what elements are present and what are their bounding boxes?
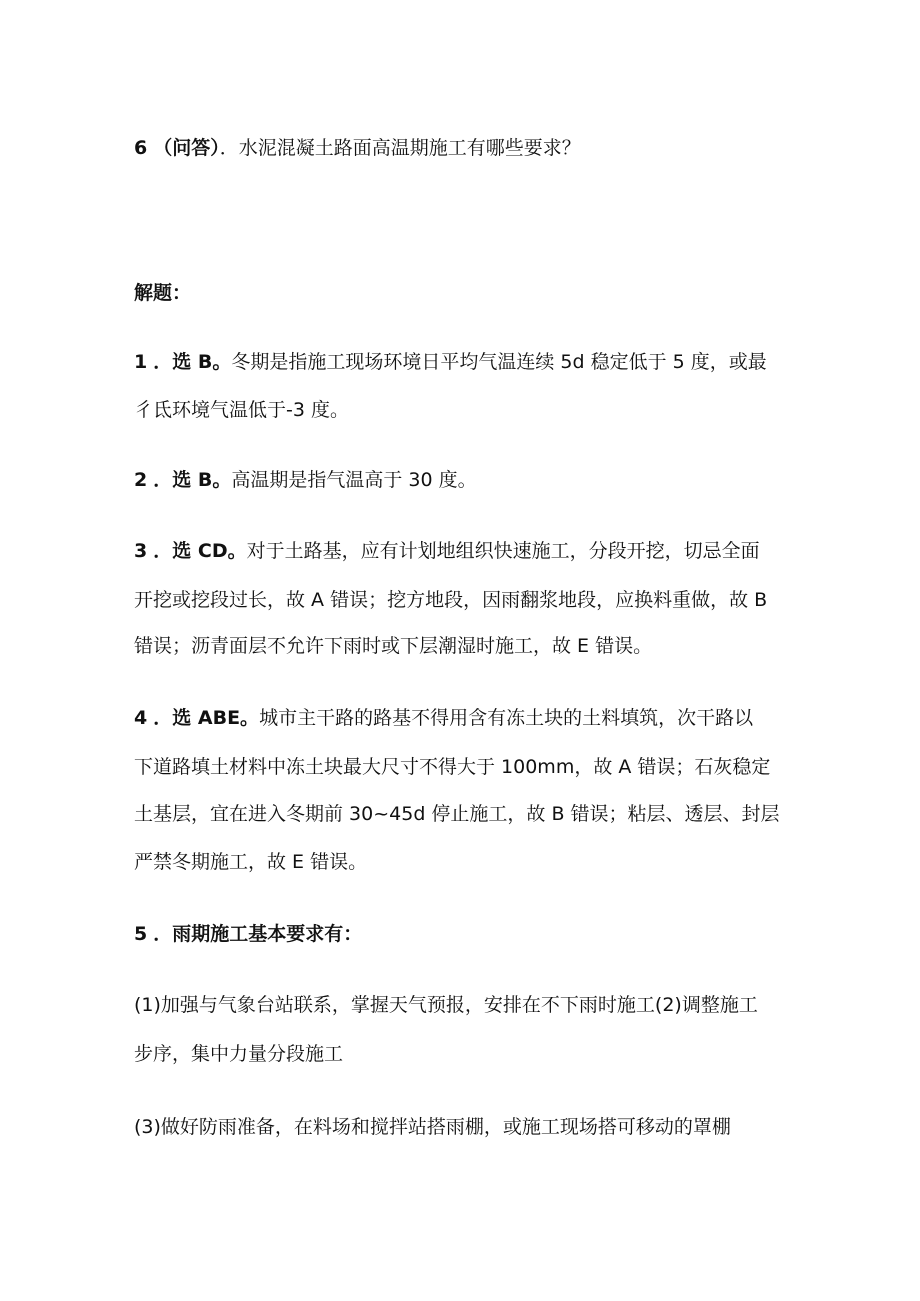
answer-3-line-1	[134, 539, 794, 563]
answer-1-choice: ．选 B。	[153, 351, 232, 373]
question-number: 6	[134, 137, 148, 159]
answer-3-choice: ．选 CD。	[153, 540, 247, 562]
answer-2-line-1	[134, 468, 794, 492]
answer-3-line-2: 开挖或挖段过长，故 A 错误；挖方地段，因雨翻浆地段，应换料重做，故 B	[134, 589, 768, 611]
answer-1-text: 冬期是指施工现场环境日平均气温连续 5d 稳定低于 5 度，或最	[231, 351, 767, 373]
question-text: ．水泥混凝土路面高温期施工有哪些要求？	[219, 137, 581, 159]
rain-item-line-2: 步序，集中力量分段施工	[134, 1043, 344, 1065]
answer-4-line-1	[134, 706, 794, 730]
answers-heading: 解题：	[134, 282, 192, 304]
answer-5-line-1	[134, 922, 794, 946]
question-line	[134, 136, 794, 160]
answer-2-choice: ．选 B。	[153, 469, 232, 491]
answer-3-number: 3	[134, 540, 148, 562]
answer-4-text: 城市主干路的路基不得用含有冻土块的土料填筑，次干路以	[259, 707, 754, 729]
answer-1-line-1	[134, 350, 794, 374]
answer-1-line-2: 彳氐环境气温低于-3 度。	[134, 399, 349, 421]
answer-3-line-3: 错误；沥青面层不允许下雨时或下层潮湿时施工，故 E 错误。	[134, 635, 653, 657]
answer-3-text: 对于土路基，应有计划地组织快速施工，分段开挖，切忌全面	[246, 540, 760, 562]
rain-item-line-1: (1)加强与气象台站联系，掌握天气预报，安排在不下雨时施工(2)调整施工	[134, 994, 758, 1016]
question-tag: （问答）	[153, 137, 220, 159]
answer-4-line-2: 下道路填土材料中冻土块最大尺寸不得大于 100mm，故 A 错误；石灰稳定	[134, 756, 771, 778]
answer-4-line-3: 土基层，宜在进入冬期前 30~45d 停止施工，故 B 错误；粘层、透层、封层	[134, 803, 780, 825]
rain-item-line-3: (3)做好防雨准备，在料场和搅拌站搭雨棚，或施工现场搭可移动的罩棚	[134, 1116, 731, 1138]
answer-2-text: 高温期是指气温高于 30 度。	[231, 469, 477, 491]
answer-5-choice: ．雨期施工基本要求有：	[153, 923, 363, 945]
answer-4-line-4: 严禁冬期施工，故 E 错误。	[134, 851, 368, 873]
answer-5-number: 5	[134, 923, 148, 945]
answer-4-number: 4	[134, 707, 148, 729]
answer-4-choice: ．选 ABE。	[153, 707, 260, 729]
answer-1-number: 1	[134, 351, 148, 373]
answer-2-number: 2	[134, 469, 148, 491]
